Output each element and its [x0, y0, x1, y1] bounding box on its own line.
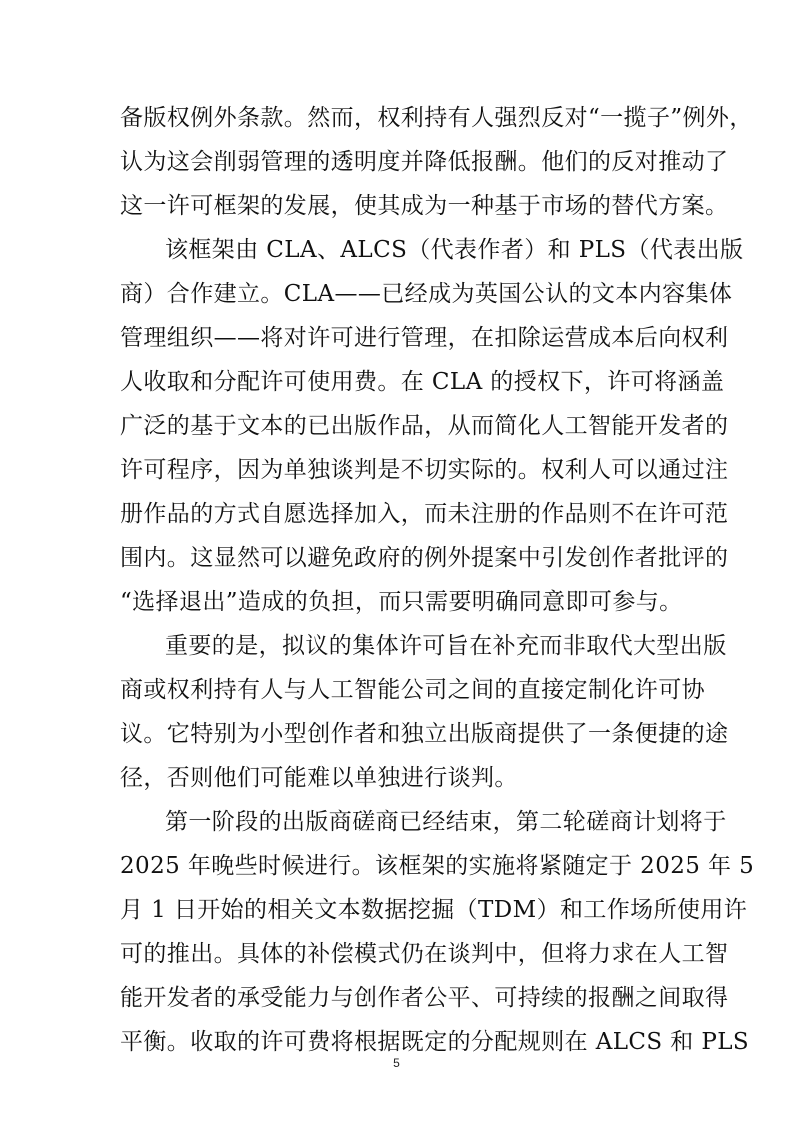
page-number: 5: [393, 1056, 400, 1070]
paragraph-start-line: 该框架由 CLA、ALCS（代表作者）和 PLS（代表出版: [165, 237, 744, 263]
text-line: 平衡。收取的许可费将根据既定的分配规则在 ALCS 和 PLS: [120, 1029, 750, 1055]
text-line: 商）合作建立。CLA——已经成为英国公认的文本内容集体: [120, 281, 733, 307]
text-line: 人收取和分配许可使用费。在 CLA 的授权下，许可将涵盖: [120, 369, 725, 395]
text-line: 可的推出。具体的补偿模式仍在谈判中，但将力求在人工智: [120, 941, 729, 967]
text-line: 册作品的方式自愿选择加入，而未注册的作品则不在许可范: [120, 501, 729, 527]
text-line: “选择退出”造成的负担，而只需要明确同意即可参与。: [120, 589, 683, 615]
paragraph-start-line: 第一阶段的出版商磋商已经结束，第二轮磋商计划将于: [165, 809, 727, 835]
text-line: 管理组织——将对许可进行管理，在扣除运营成本后向权利: [120, 325, 729, 351]
text-line: 围内。这显然可以避免政府的例外提案中引发创作者批评的: [120, 545, 729, 571]
text-line: 议。它特别为小型创作者和独立出版商提供了一条便捷的途: [120, 721, 729, 747]
text-line: 广泛的基于文本的已出版作品，从而简化人工智能开发者的: [120, 413, 729, 439]
text-line: 月 1 日开始的相关文本数据挖掘（TDM）和工作场所使用许: [120, 897, 748, 923]
text-line: 商或权利持有人与人工智能公司之间的直接定制化许可协: [120, 677, 705, 703]
text-line: 备版权例外条款。然而，权利持有人强烈反对“一揽子”例外，: [120, 105, 753, 131]
text-line: 2025 年晚些时候进行。该框架的实施将紧随定于 2025 年 5: [120, 853, 755, 879]
paragraph-start-line: 重要的是，拟议的集体许可旨在补充而非取代大型出版: [165, 633, 727, 659]
text-line: 能开发者的承受能力与创作者公平、可持续的报酬之间取得: [120, 985, 729, 1011]
text-line: 这一许可框架的发展，使其成为一种基于市场的替代方案。: [120, 193, 729, 219]
text-line: 径，否则他们可能难以单独进行谈判。: [120, 765, 518, 791]
text-line: 许可程序，因为单独谈判是不切实际的。权利人可以通过注: [120, 457, 729, 483]
text-line: 认为这会削弱管理的透明度并降低报酬。他们的反对推动了: [120, 149, 729, 175]
